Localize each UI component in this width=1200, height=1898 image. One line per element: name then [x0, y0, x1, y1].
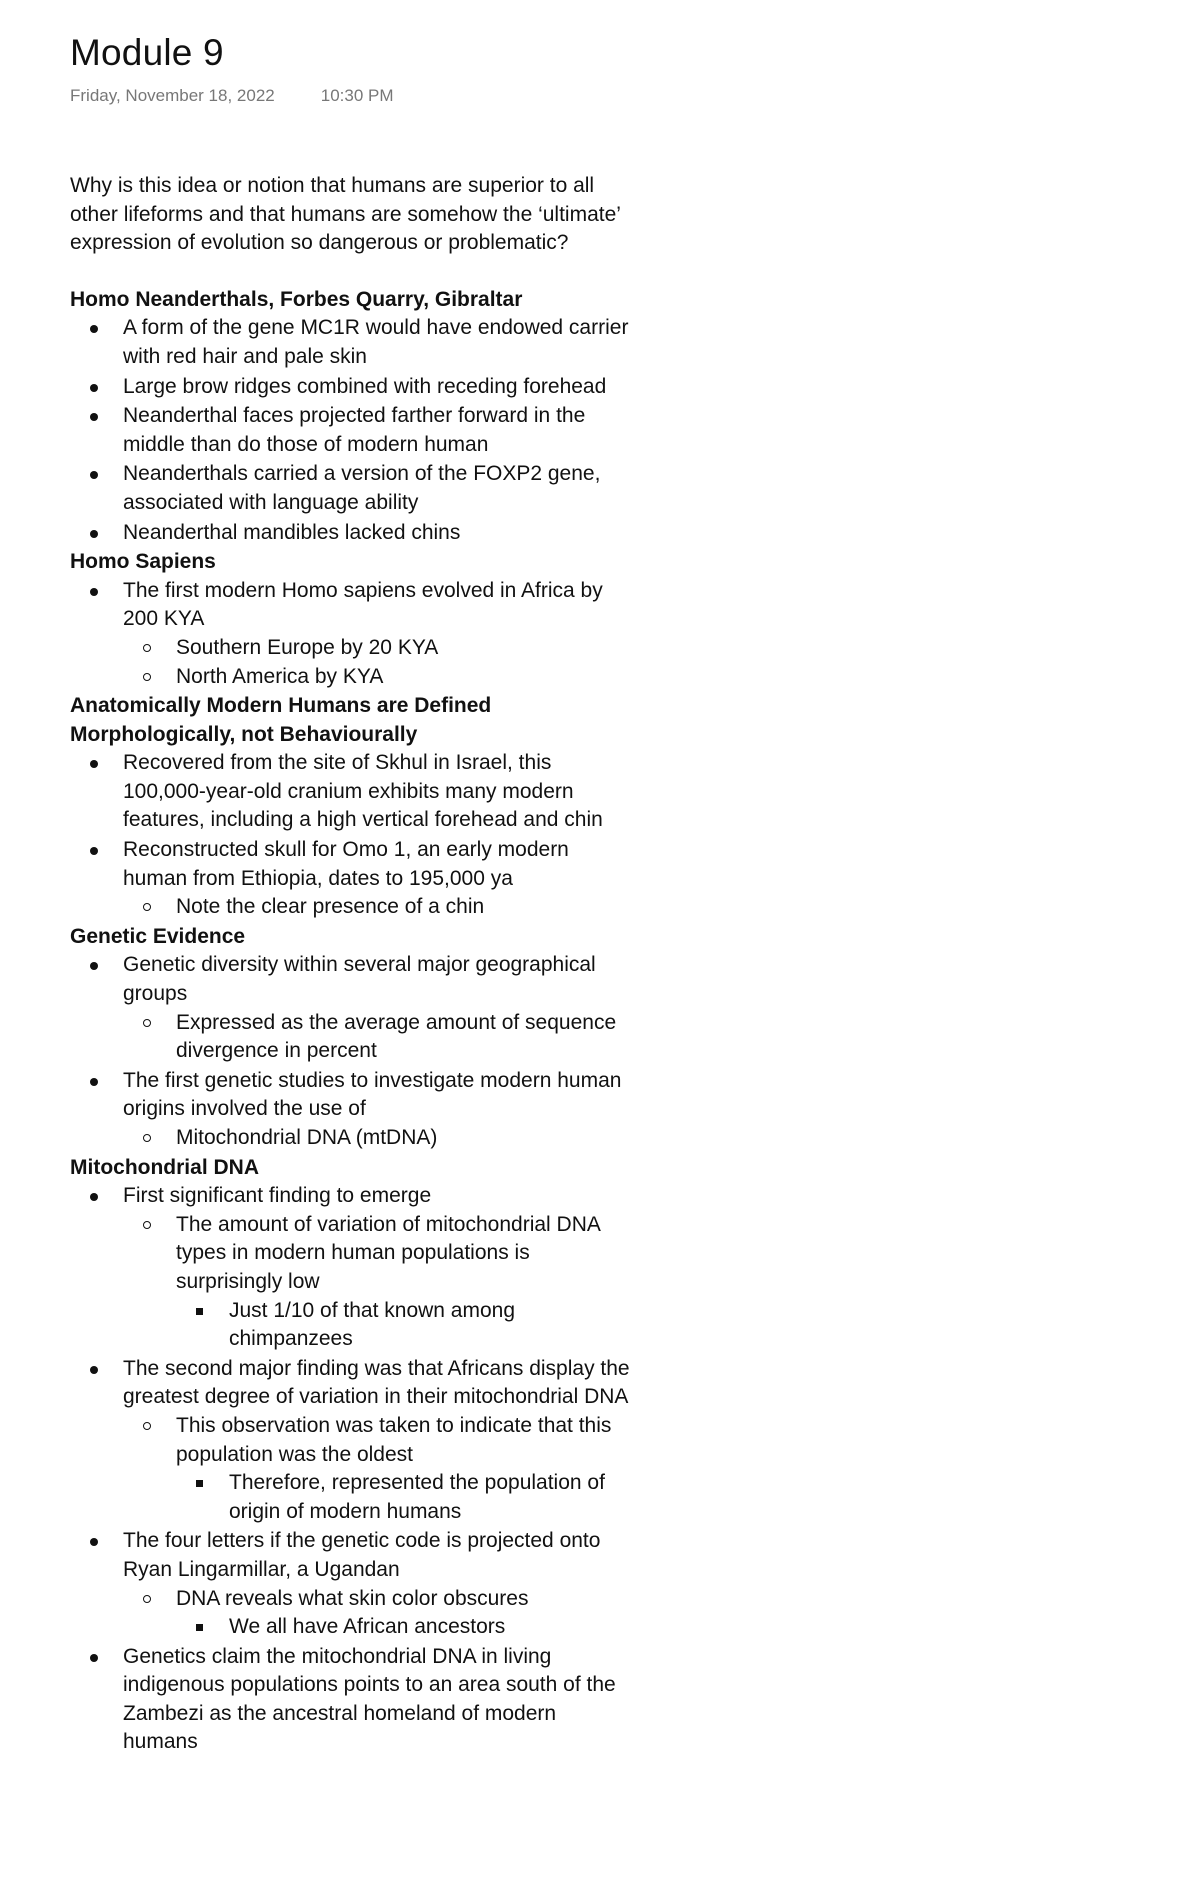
- list-item-text: The amount of variation of mitochondrial DNA types in modern human populations is surprisingly low: [176, 1212, 600, 1293]
- list-item: [70, 1643, 630, 1757]
- page-title: Module 9: [70, 32, 224, 73]
- list-item-text: The four letters if the genetic code is projected onto Ryan Lingarmillar, a Ugandan: [123, 1529, 601, 1581]
- list-item-text: We all have African ancestors: [229, 1615, 506, 1639]
- section-heading: Anatomically Modern Humans are Defined Morphologically, not Behaviourally: [70, 694, 492, 746]
- bullet-dot-icon: [90, 588, 98, 596]
- note-section: [70, 1154, 630, 1757]
- bullet-dot-icon: [90, 760, 98, 768]
- bullet-circle-icon: [143, 644, 151, 652]
- list-item: [70, 314, 630, 371]
- bullet-dot-icon: [90, 530, 98, 538]
- list-item: [123, 1412, 630, 1526]
- bullet-circle-icon: [143, 1221, 151, 1229]
- bullet-list-level-2: [123, 1009, 630, 1066]
- list-item: [70, 1527, 630, 1641]
- list-item-text: A form of the gene MC1R would have endowed carrier with red hair and pale skin: [123, 316, 629, 368]
- list-item-text: Neanderthal faces projected farther forward in the middle than do those of modern human: [123, 404, 586, 456]
- note-page: [70, 30, 630, 1758]
- note-body: [70, 172, 630, 1757]
- bullet-list-level-3: [176, 1469, 630, 1526]
- section-heading: Genetic Evidence: [70, 924, 246, 948]
- list-item-text: This observation was taken to indicate that this population was the oldest: [176, 1413, 612, 1466]
- bullet-list-level-2: [123, 1585, 630, 1642]
- page-time: 10:30 PM: [320, 86, 394, 105]
- list-item-text: Reconstructed skull for Omo 1, an early modern human from Ethiopia, dates to 195,000 ya: [123, 838, 569, 890]
- list-item: [70, 373, 630, 402]
- list-item-text: Just 1/10 of that known among chimpanzees: [229, 1298, 516, 1351]
- list-item-text: DNA reveals what skin color obscures: [176, 1586, 529, 1610]
- list-item: [123, 1211, 630, 1354]
- section-heading: Homo Neanderthals, Forbes Quarry, Gibraltar: [70, 287, 523, 311]
- list-item: [123, 1124, 630, 1153]
- list-item: [70, 460, 630, 517]
- bullet-dot-icon: [90, 413, 98, 421]
- list-item: [70, 577, 630, 691]
- bullet-square-icon: [196, 1624, 203, 1631]
- list-item: [123, 893, 630, 922]
- bullet-list-level-1: [70, 314, 630, 547]
- list-item: [70, 1355, 630, 1527]
- list-item: [70, 749, 630, 835]
- section-heading: Mitochondrial DNA: [70, 1155, 259, 1179]
- note-section: [70, 923, 630, 1153]
- bullet-dot-icon: [90, 325, 98, 333]
- note-section: [70, 286, 630, 547]
- list-item: [176, 1469, 630, 1526]
- section-heading: Homo Sapiens: [70, 550, 216, 574]
- bullet-circle-icon: [143, 1134, 151, 1142]
- bullet-list-level-3: [176, 1613, 630, 1642]
- list-item-text: First significant finding to emerge: [123, 1184, 432, 1208]
- list-item: [70, 519, 630, 548]
- list-item: [70, 402, 630, 459]
- bullet-dot-icon: [90, 471, 98, 479]
- list-item: [176, 1297, 630, 1354]
- bullet-circle-icon: [143, 673, 151, 681]
- page-meta: [70, 86, 630, 106]
- list-item-text: North America by KYA: [176, 664, 384, 688]
- bullet-square-icon: [196, 1308, 203, 1315]
- bullet-dot-icon: [90, 1366, 98, 1374]
- list-item-text: The second major finding was that Africans display the greatest degree of variation in their mitochondrial DNA: [123, 1356, 630, 1409]
- list-item-text: The first genetic studies to investigate modern human origins involved the use of: [123, 1068, 622, 1121]
- bullet-circle-icon: [143, 1422, 151, 1430]
- bullet-list-level-2: [123, 893, 630, 922]
- bullet-dot-icon: [90, 1654, 98, 1662]
- bullet-list-level-2: [123, 1412, 630, 1526]
- list-item-text: Neanderthal mandibles lacked chins: [123, 520, 461, 544]
- list-item-text: Genetics claim the mitochondrial DNA in living indigenous populations points to an area south of the Zambezi as the ancestral homeland of modern humans: [123, 1644, 616, 1754]
- bullet-dot-icon: [90, 1078, 98, 1086]
- list-item: [123, 1585, 630, 1642]
- bullet-dot-icon: [90, 1538, 98, 1546]
- list-item: [176, 1613, 630, 1642]
- list-item: [70, 1182, 630, 1354]
- bullet-dot-icon: [90, 962, 98, 970]
- list-item-text: The first modern Homo sapiens evolved in Africa by 200 KYA: [123, 578, 603, 631]
- list-item-text: Mitochondrial DNA (mtDNA): [176, 1126, 438, 1149]
- bullet-list-level-2: [123, 634, 630, 691]
- list-item: [70, 836, 630, 922]
- bullet-list-level-1: [70, 577, 630, 691]
- list-item: [70, 951, 630, 1065]
- bullet-list-level-2: [123, 1211, 630, 1354]
- bullet-dot-icon: [90, 847, 98, 855]
- page-date: Friday, November 18, 2022: [70, 86, 275, 105]
- list-item: [123, 634, 630, 663]
- bullet-circle-icon: [143, 1595, 151, 1603]
- intro-question: Why is this idea or notion that humans are superior to all other lifeforms and that humans are somehow the ‘ultimate’ expression of evolution so dangerous or problematic?: [70, 174, 621, 255]
- bullet-list-level-1: [70, 951, 630, 1152]
- list-item-text: Therefore, represented the population of origin of modern humans: [229, 1471, 605, 1523]
- bullet-square-icon: [196, 1480, 203, 1487]
- note-section: [70, 548, 630, 691]
- bullet-dot-icon: [90, 384, 98, 392]
- list-item-text: Recovered from the site of Skhul in Israel, this 100,000-year-old cranium exhibits many modern features, including a high vertical forehead and chin: [123, 751, 603, 832]
- bullet-circle-icon: [143, 1019, 151, 1027]
- note-section: [70, 692, 630, 922]
- bullet-list-level-3: [176, 1297, 630, 1354]
- list-item-text: Neanderthals carried a version of the FOXP2 gene, associated with language ability: [123, 462, 601, 514]
- list-item-text: Genetic diversity within several major geographical groups: [123, 953, 596, 1006]
- bullet-list-level-2: [123, 1124, 630, 1153]
- list-item: [123, 663, 630, 692]
- list-item: [123, 1009, 630, 1066]
- list-item-text: Southern Europe by 20 KYA: [176, 635, 439, 659]
- bullet-circle-icon: [143, 903, 151, 911]
- note-sections: [70, 286, 630, 1757]
- bullet-list-level-1: [70, 1182, 630, 1757]
- bullet-list-level-1: [70, 749, 630, 922]
- list-item: [70, 1067, 630, 1153]
- list-item-text: Note the clear presence of a chin: [176, 895, 485, 919]
- list-item-text: Expressed as the average amount of sequence divergence in percent: [176, 1010, 617, 1063]
- list-item-text: Large brow ridges combined with receding forehead: [123, 374, 607, 398]
- bullet-dot-icon: [90, 1193, 98, 1201]
